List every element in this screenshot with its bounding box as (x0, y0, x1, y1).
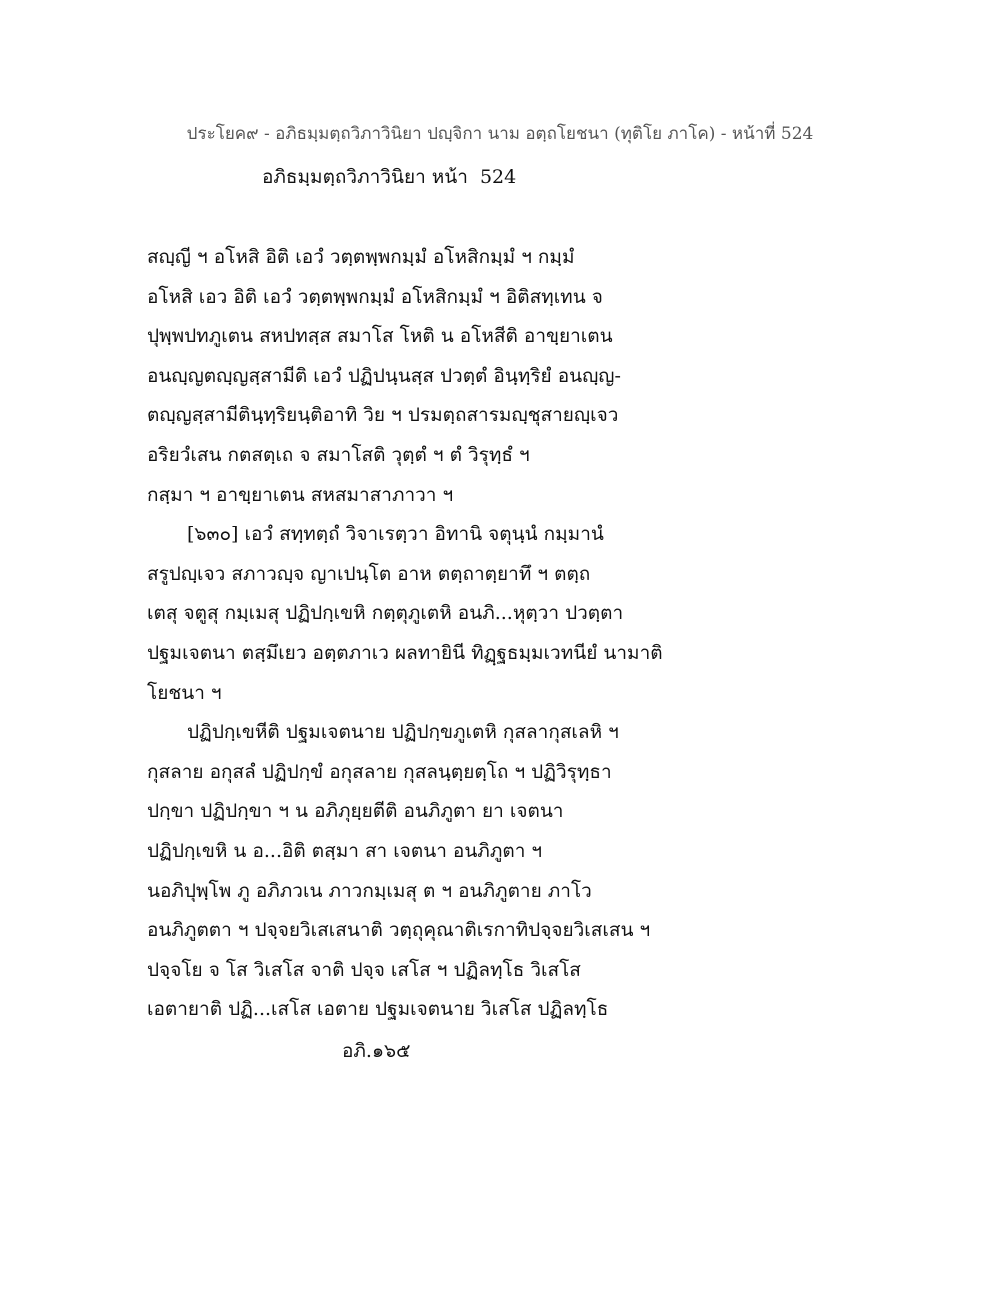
text-line: กุสลาย อกุสลํ ปฏิปกฺขํ อกุสลาย กุสลนฺตฺยตฺโถ ฯ ปฏิวิรุทฺธา (147, 760, 612, 783)
text-line: อนญฺญตญฺญสฺสามีติ เอวํ ปฏิปนฺนสฺส ปวตฺตํ อินฺทฺริยํ อนญฺญ- (147, 364, 621, 387)
text-line: เตสุ จตูสุ กมฺเมสุ ปฏิปกฺเขหิ กตฺตุภูเตหิ อนภิ...หุตฺวา ปวตฺตา (147, 602, 624, 625)
text-line: สรูปญฺเจว สภาวญฺจ ญาเปนฺโต อาห ตตฺถาตฺยาทึ ฯ ตตฺถ (147, 562, 591, 585)
text-line: ปุพฺพปทภูเตน สหปทสฺส สมาโส โหติ น อโหสีติ อาขฺยาเตน (147, 325, 613, 348)
text-line: ปกฺขา ปฏิปกฺขา ฯ น อภิภุยฺยตีติ อนภิภูตา ยา เจตนา (147, 800, 564, 823)
text-line: ปจฺจโย จ โส วิเสโส จาติ ปจฺจ เสโส ฯ ปฏิลทฺโธ วิเสโส (147, 958, 581, 981)
text-line: อริยวํเสน กตสตฺเถ จ สมาโสติ วุตฺตํ ฯ ตํ วิรุทฺธํ ฯ (147, 443, 530, 466)
text-line: [๖๓๐] เอวํ สทฺทตฺถํ วิจาเรตฺวา อิทานิ จตุนฺนํ กมฺมานํ (187, 523, 604, 546)
text-line: กสฺมา ฯ อาขฺยาเตน สหสมาสาภาวา ฯ (147, 483, 454, 506)
text-line: ปฐมเจตนา ตสฺมึเยว อตฺตภาเว ผลทายินี ทิฏฺฐธมฺมเวทนียํ นามาติ (147, 641, 663, 664)
footer-signature: อภิ.๑๖๕ (342, 1040, 411, 1062)
page-title (262, 162, 516, 192)
running-header: ประโยค๙ - อภิธมฺมตฺถวิภาวินิยา ปญฺจิกา นาม อตฺถโยชนา (ทุติโย ภาโค) - หน้าที่ 524 (186, 124, 814, 144)
text-line: ปฏิปกฺเขหีติ ปฐมเจตนาย ปฏิปกฺขภูเตหิ กุสลากุสเลหิ ฯ (187, 721, 619, 744)
text-line: สญฺญี ฯ อโหสิ อิติ เอวํ วตฺตพฺพกมฺมํ อโหสิกมฺมํ ฯ กมฺมํ (147, 246, 575, 268)
page-number: 524 (479, 166, 517, 188)
page-title-text: อภิธมฺมตฺถวิภาวินิยา หน้า (262, 166, 468, 188)
body-text (147, 238, 847, 1030)
text-line: นอภิปุพฺโพ ภู อภิภวเน ภาวกมฺเมสุ ต ฯ อนภิภูตาย ภาโว (147, 879, 592, 902)
text-line: เอตายาติ ปฏิ...เสโส เอตาย ปฐมเจตนาย วิเสโส ปฏิลทฺโธ (147, 998, 609, 1021)
text-line: โยชนา ฯ (147, 681, 222, 704)
text-line: อนภิภูตตา ฯ ปจฺจยวิเสเสนาติ วตฺถุคุณาติเรกาทิปจฺจยวิเสเสน ฯ (147, 919, 651, 942)
text-line: ปฏิปกฺเขหิ น อ...อิติ ตสฺมา สา เจตนา อนภิภูตา ฯ (147, 839, 543, 862)
text-line: ตญฺญสฺสามีตินฺทฺริยนฺติอาทิ วิย ฯ ปรมตฺถสารมญฺชุสายญฺเจว (147, 404, 619, 427)
text-line: อโหสิ เอว อิติ เอวํ วตฺตพฺพกมฺมํ อโหสิกมฺมํ ฯ อิติสทฺเทน จ (147, 285, 603, 308)
